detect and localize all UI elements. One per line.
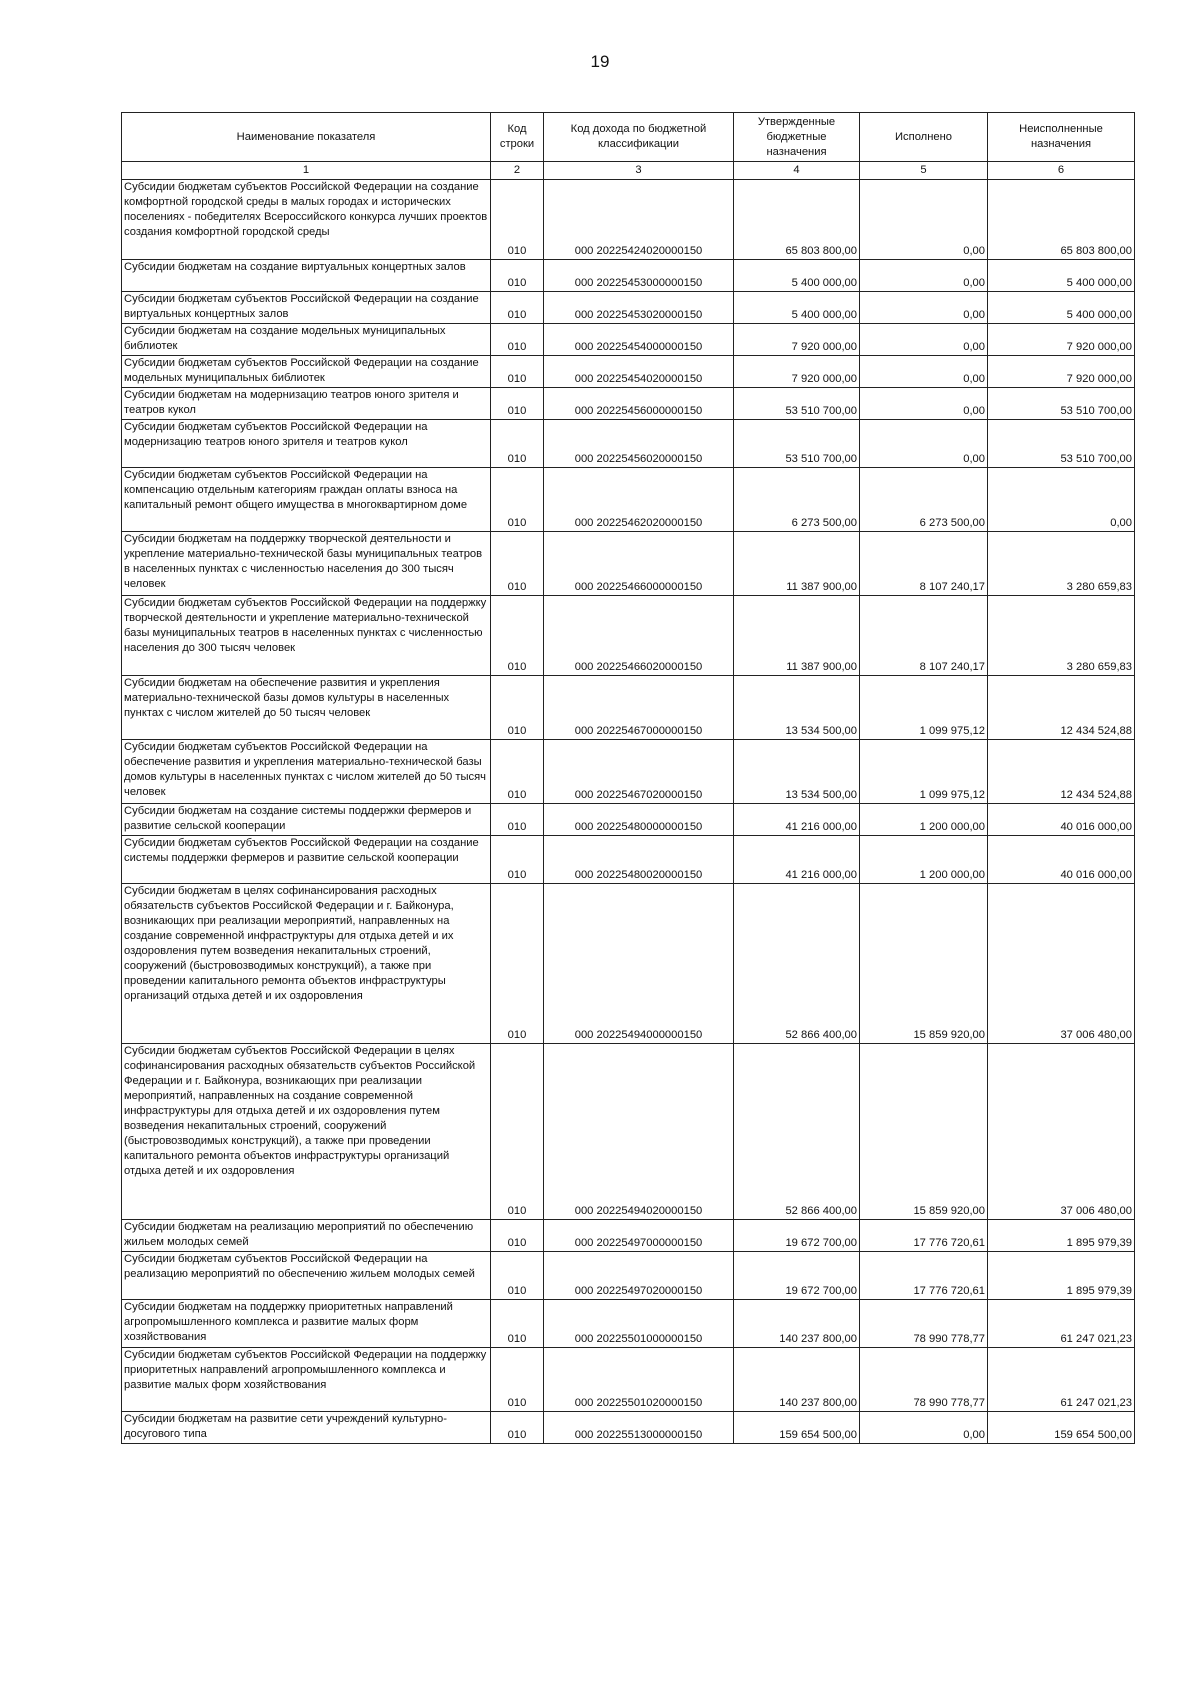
cell-line-code: 010 <box>491 884 544 1044</box>
column-number-row <box>122 162 1135 180</box>
cell-income-code: 000 20225466000000150 <box>544 532 734 596</box>
cell-unexecuted: 61 247 021,23 <box>988 1300 1135 1348</box>
cell-executed: 15 859 920,00 <box>860 1044 988 1220</box>
cell-line-code: 010 <box>491 180 544 260</box>
table-row <box>122 468 1135 532</box>
column-number: 4 <box>734 162 860 180</box>
cell-name: Субсидии бюджетам на создание виртуальных концертных залов <box>122 260 491 292</box>
table-row <box>122 1300 1135 1348</box>
cell-executed: 8 107 240,17 <box>860 596 988 676</box>
cell-income-code: 000 20225466020000150 <box>544 596 734 676</box>
header-unexecuted: Неисполненные назначения <box>988 113 1135 162</box>
cell-income-code: 000 20225454020000150 <box>544 356 734 388</box>
cell-name: Субсидии бюджетам субъектов Российской Федерации на создание виртуальных концертных залов <box>122 292 491 324</box>
cell-unexecuted: 3 280 659,83 <box>988 596 1135 676</box>
cell-income-code: 000 20225456000000150 <box>544 388 734 420</box>
table-row <box>122 1252 1135 1300</box>
cell-executed: 0,00 <box>860 324 988 356</box>
table-row <box>122 388 1135 420</box>
cell-income-code: 000 20225501000000150 <box>544 1300 734 1348</box>
cell-approved: 53 510 700,00 <box>734 420 860 468</box>
cell-name: Субсидии бюджетам субъектов Российской Федерации в целях софинансирования расходных обязательств субъектов Российской Федерации и г. Байконура, возникающих при реализации мероприятий, направленных на создание современной инфраструктуры для отдыха детей и их оздоровления путем возведения некапитальных строений, сооружений (быстровозводимых конструкций), а также при проведении капитального ремонта объектов инфраструктуры организаций отдыха детей и их оздоровления <box>122 1044 491 1220</box>
table-body <box>122 180 1135 1444</box>
cell-line-code: 010 <box>491 356 544 388</box>
cell-name: Субсидии бюджетам на обеспечение развития и укрепления материально-технической базы домов культуры в населенных пунктах с числом жителей до 50 тысяч человек <box>122 676 491 740</box>
column-number: 2 <box>491 162 544 180</box>
cell-income-code: 000 20225480020000150 <box>544 836 734 884</box>
cell-approved: 11 387 900,00 <box>734 596 860 676</box>
table-row <box>122 1348 1135 1412</box>
cell-income-code: 000 20225497020000150 <box>544 1252 734 1300</box>
cell-executed: 1 200 000,00 <box>860 836 988 884</box>
table-row <box>122 740 1135 804</box>
cell-unexecuted: 5 400 000,00 <box>988 260 1135 292</box>
cell-executed: 78 990 778,77 <box>860 1348 988 1412</box>
cell-approved: 11 387 900,00 <box>734 532 860 596</box>
cell-executed: 0,00 <box>860 1412 988 1444</box>
cell-unexecuted: 12 434 524,88 <box>988 676 1135 740</box>
table-row <box>122 356 1135 388</box>
cell-line-code: 010 <box>491 1220 544 1252</box>
cell-name: Субсидии бюджетам на создание системы поддержки фермеров и развитие сельской кооперации <box>122 804 491 836</box>
cell-unexecuted: 5 400 000,00 <box>988 292 1135 324</box>
cell-name: Субсидии бюджетам на модернизацию театров юного зрителя и театров кукол <box>122 388 491 420</box>
cell-approved: 65 803 800,00 <box>734 180 860 260</box>
cell-unexecuted: 53 510 700,00 <box>988 420 1135 468</box>
table-row <box>122 804 1135 836</box>
column-number: 6 <box>988 162 1135 180</box>
cell-executed: 0,00 <box>860 388 988 420</box>
cell-unexecuted: 40 016 000,00 <box>988 804 1135 836</box>
cell-income-code: 000 20225453000000150 <box>544 260 734 292</box>
cell-income-code: 000 20225462020000150 <box>544 468 734 532</box>
table-row <box>122 420 1135 468</box>
cell-unexecuted: 7 920 000,00 <box>988 356 1135 388</box>
cell-approved: 41 216 000,00 <box>734 804 860 836</box>
cell-executed: 0,00 <box>860 260 988 292</box>
cell-name: Субсидии бюджетам субъектов Российской Федерации на модернизацию театров юного зрителя и театров кукол <box>122 420 491 468</box>
header-row <box>122 113 1135 162</box>
cell-unexecuted: 12 434 524,88 <box>988 740 1135 804</box>
cell-income-code: 000 20225467000000150 <box>544 676 734 740</box>
cell-approved: 52 866 400,00 <box>734 1044 860 1220</box>
cell-income-code: 000 20225453020000150 <box>544 292 734 324</box>
table-row <box>122 260 1135 292</box>
cell-executed: 8 107 240,17 <box>860 532 988 596</box>
cell-approved: 5 400 000,00 <box>734 260 860 292</box>
cell-approved: 41 216 000,00 <box>734 836 860 884</box>
cell-unexecuted: 65 803 800,00 <box>988 180 1135 260</box>
cell-name: Субсидии бюджетам субъектов Российской Федерации на создание модельных муниципальных библиотек <box>122 356 491 388</box>
cell-executed: 1 200 000,00 <box>860 804 988 836</box>
header-executed: Исполнено <box>860 113 988 162</box>
cell-approved: 13 534 500,00 <box>734 676 860 740</box>
cell-line-code: 010 <box>491 740 544 804</box>
cell-approved: 19 672 700,00 <box>734 1252 860 1300</box>
cell-line-code: 010 <box>491 804 544 836</box>
cell-income-code: 000 20225480000000150 <box>544 804 734 836</box>
cell-name: Субсидии бюджетам субъектов Российской Федерации на реализацию мероприятий по обеспечению жильем молодых семей <box>122 1252 491 1300</box>
table-row <box>122 836 1135 884</box>
cell-name: Субсидии бюджетам субъектов Российской Федерации на поддержку приоритетных направлений агропромышленного комплекса и развитие малых форм хозяйствования <box>122 1348 491 1412</box>
cell-income-code: 000 20225501020000150 <box>544 1348 734 1412</box>
page-number: 19 <box>590 52 610 71</box>
cell-line-code: 010 <box>491 1412 544 1444</box>
cell-executed: 17 776 720,61 <box>860 1252 988 1300</box>
cell-executed: 15 859 920,00 <box>860 884 988 1044</box>
cell-income-code: 000 20225454000000150 <box>544 324 734 356</box>
cell-approved: 6 273 500,00 <box>734 468 860 532</box>
cell-line-code: 010 <box>491 468 544 532</box>
cell-line-code: 010 <box>491 388 544 420</box>
cell-line-code: 010 <box>491 1348 544 1412</box>
header-approved: Утвержденные бюджетные назначения <box>734 113 860 162</box>
cell-approved: 53 510 700,00 <box>734 388 860 420</box>
cell-unexecuted: 37 006 480,00 <box>988 884 1135 1044</box>
cell-line-code: 010 <box>491 324 544 356</box>
cell-line-code: 010 <box>491 532 544 596</box>
cell-unexecuted: 1 895 979,39 <box>988 1220 1135 1252</box>
cell-unexecuted: 40 016 000,00 <box>988 836 1135 884</box>
column-number: 5 <box>860 162 988 180</box>
table-row <box>122 180 1135 260</box>
cell-executed: 17 776 720,61 <box>860 1220 988 1252</box>
cell-line-code: 010 <box>491 1300 544 1348</box>
cell-executed: 1 099 975,12 <box>860 676 988 740</box>
cell-executed: 6 273 500,00 <box>860 468 988 532</box>
cell-executed: 0,00 <box>860 292 988 324</box>
cell-name: Субсидии бюджетам на реализацию мероприятий по обеспечению жильем молодых семей <box>122 1220 491 1252</box>
table-row <box>122 532 1135 596</box>
cell-name: Субсидии бюджетам на развитие сети учреждений культурно-досугового типа <box>122 1412 491 1444</box>
cell-line-code: 010 <box>491 420 544 468</box>
cell-executed: 78 990 778,77 <box>860 1300 988 1348</box>
table-row <box>122 292 1135 324</box>
cell-name: Субсидии бюджетам субъектов Российской Федерации на создание системы поддержки фермеров и развитие сельской кооперации <box>122 836 491 884</box>
cell-income-code: 000 20225494020000150 <box>544 1044 734 1220</box>
cell-unexecuted: 7 920 000,00 <box>988 324 1135 356</box>
cell-income-code: 000 20225494000000150 <box>544 884 734 1044</box>
table-row <box>122 324 1135 356</box>
cell-income-code: 000 20225424020000150 <box>544 180 734 260</box>
table-row <box>122 1044 1135 1220</box>
cell-line-code: 010 <box>491 596 544 676</box>
cell-executed: 1 099 975,12 <box>860 740 988 804</box>
cell-unexecuted: 1 895 979,39 <box>988 1252 1135 1300</box>
cell-approved: 52 866 400,00 <box>734 884 860 1044</box>
cell-unexecuted: 0,00 <box>988 468 1135 532</box>
header-name: Наименование показателя <box>122 113 491 162</box>
cell-line-code: 010 <box>491 676 544 740</box>
cell-unexecuted: 3 280 659,83 <box>988 532 1135 596</box>
column-number: 3 <box>544 162 734 180</box>
cell-executed: 0,00 <box>860 420 988 468</box>
cell-name: Субсидии бюджетам субъектов Российской Федерации на поддержку творческой деятельности и укрепление материально-технической базы муниципальных театров в населенных пунктах с численностью населения до 300 тысяч человек <box>122 596 491 676</box>
cell-name: Субсидии бюджетам субъектов Российской Федерации на компенсацию отдельным категориям граждан оплаты взноса на капитальный ремонт общего имущества в многоквартирном доме <box>122 468 491 532</box>
table-row <box>122 1412 1135 1444</box>
cell-approved: 159 654 500,00 <box>734 1412 860 1444</box>
cell-line-code: 010 <box>491 260 544 292</box>
cell-approved: 5 400 000,00 <box>734 292 860 324</box>
cell-executed: 0,00 <box>860 356 988 388</box>
cell-approved: 7 920 000,00 <box>734 324 860 356</box>
cell-line-code: 010 <box>491 1252 544 1300</box>
cell-income-code: 000 20225513000000150 <box>544 1412 734 1444</box>
cell-approved: 13 534 500,00 <box>734 740 860 804</box>
cell-line-code: 010 <box>491 292 544 324</box>
cell-approved: 140 237 800,00 <box>734 1300 860 1348</box>
cell-income-code: 000 20225456020000150 <box>544 420 734 468</box>
cell-unexecuted: 53 510 700,00 <box>988 388 1135 420</box>
table-row <box>122 884 1135 1044</box>
header-line-code: Код строки <box>491 113 544 162</box>
cell-unexecuted: 37 006 480,00 <box>988 1044 1135 1220</box>
cell-name: Субсидии бюджетам в целях софинансирования расходных обязательств субъектов Российской Федерации и г. Байконура, возникающих при реализации мероприятий, направленных на создание современной инфраструктуры для отдыха детей и их оздоровления путем возведения некапитальных строений, сооружений (быстровозводимых конструкций), а также при проведении капитального ремонта объектов инфраструктуры организаций отдыха детей и их оздоровления <box>122 884 491 1044</box>
cell-approved: 7 920 000,00 <box>734 356 860 388</box>
cell-unexecuted: 159 654 500,00 <box>988 1412 1135 1444</box>
table-row <box>122 596 1135 676</box>
header-income-code: Код дохода по бюджетной классификации <box>544 113 734 162</box>
cell-name: Субсидии бюджетам субъектов Российской Федерации на обеспечение развития и укрепления материально-технической базы домов культуры в населенных пунктах с числом жителей до 50 тысяч человек <box>122 740 491 804</box>
table-row <box>122 1220 1135 1252</box>
cell-name: Субсидии бюджетам субъектов Российской Федерации на создание комфортной городской среды в малых городах и исторических поселениях - победителях Всероссийского конкурса лучших проектов создания комфортной городской среды <box>122 180 491 260</box>
cell-name: Субсидии бюджетам на создание модельных муниципальных библиотек <box>122 324 491 356</box>
cell-line-code: 010 <box>491 1044 544 1220</box>
cell-line-code: 010 <box>491 836 544 884</box>
cell-executed: 0,00 <box>860 180 988 260</box>
cell-name: Субсидии бюджетам на поддержку приоритетных направлений агропромышленного комплекса и развитие малых форм хозяйствования <box>122 1300 491 1348</box>
report-table <box>121 112 1135 1444</box>
column-number: 1 <box>122 162 491 180</box>
table-row <box>122 676 1135 740</box>
cell-unexecuted: 61 247 021,23 <box>988 1348 1135 1412</box>
cell-income-code: 000 20225497000000150 <box>544 1220 734 1252</box>
cell-income-code: 000 20225467020000150 <box>544 740 734 804</box>
cell-name: Субсидии бюджетам на поддержку творческой деятельности и укрепление материально-технической базы муниципальных театров в населенных пунктах с численностью населения до 300 тысяч человек <box>122 532 491 596</box>
cell-approved: 19 672 700,00 <box>734 1220 860 1252</box>
cell-approved: 140 237 800,00 <box>734 1348 860 1412</box>
